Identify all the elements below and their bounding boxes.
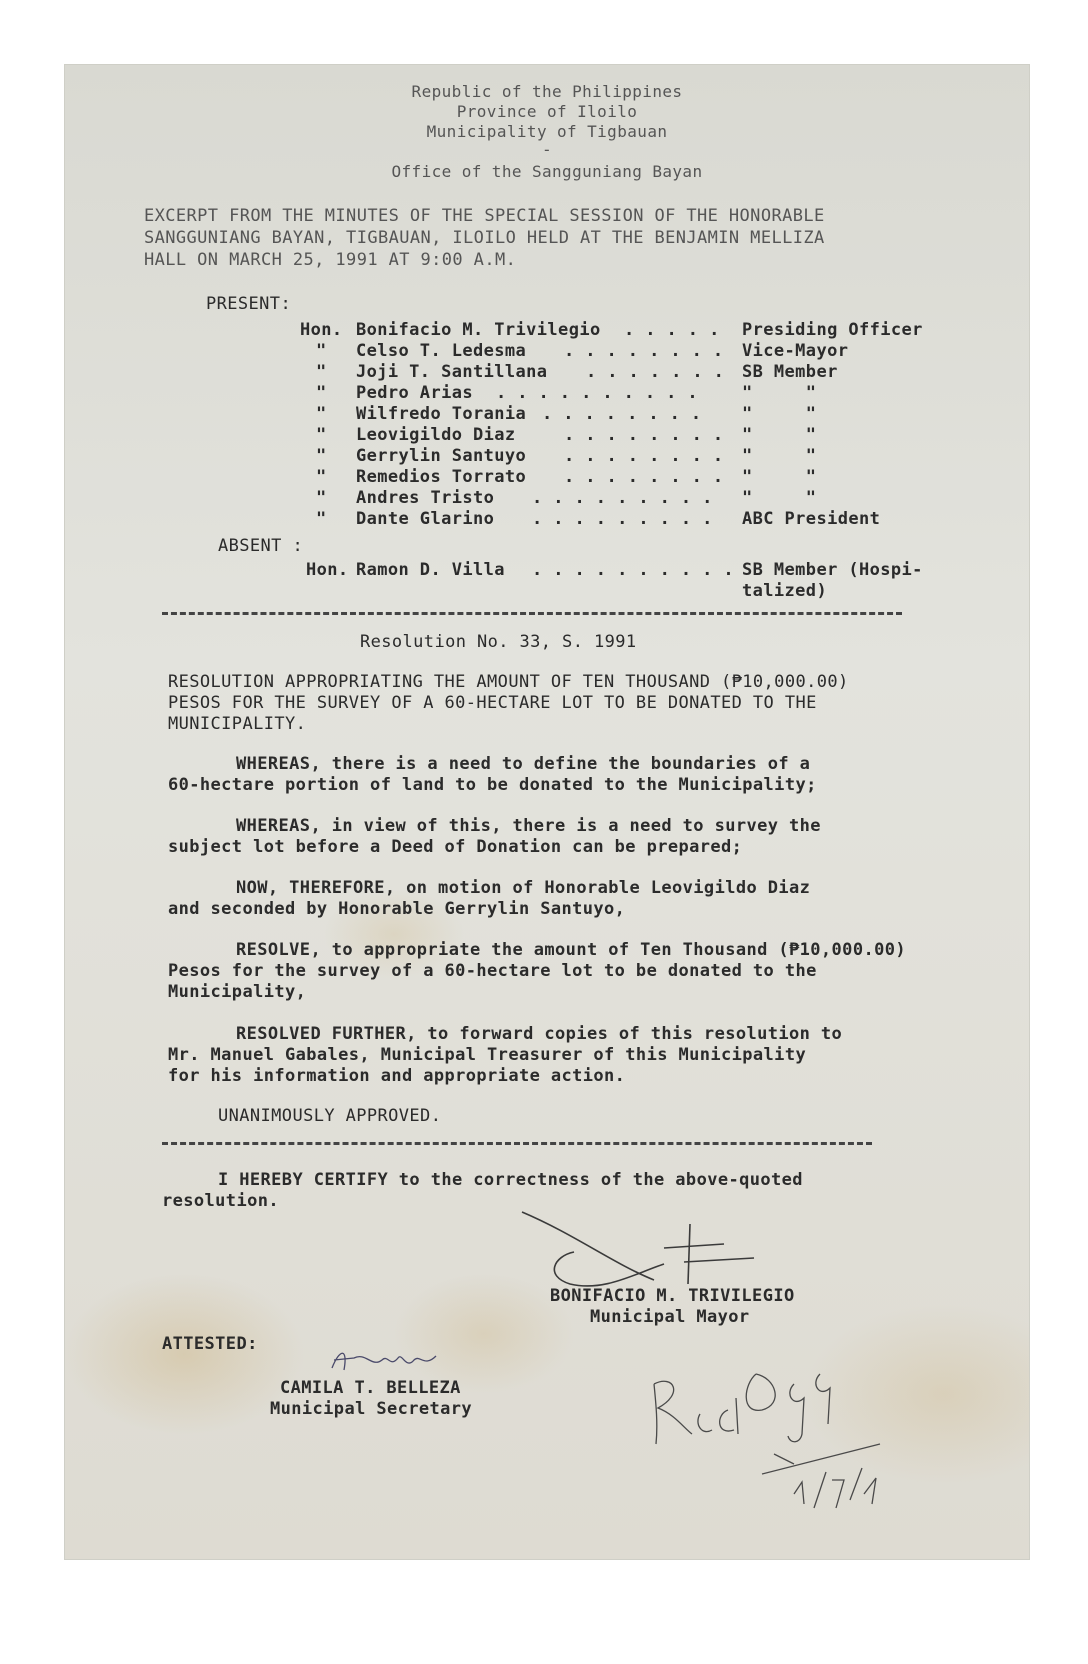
header-municipality: Municipality of Tigbauan: [426, 122, 668, 141]
present-label: PRESENT:: [206, 294, 292, 314]
attendee-prefix: ": [316, 362, 327, 382]
header-separator: -: [541, 140, 553, 159]
attendee-name: Joji T. Santillana: [356, 362, 548, 382]
attendee-role: " ": [742, 425, 817, 445]
attendee-prefix: ": [316, 509, 327, 529]
attendee-name: Wilfredo Torania: [356, 404, 527, 424]
attendee-role: " ": [742, 383, 817, 403]
attendee-role: " ": [742, 488, 817, 508]
attendee-name: Celso T. Ledesma: [356, 341, 527, 361]
absent-label: ABSENT :: [218, 536, 304, 556]
resolve-line-1: RESOLVE, to appropriate the amount of Ten Thousand (₱10,000.00): [236, 940, 906, 960]
absent-name: Ramon D. Villa: [356, 560, 505, 580]
section-divider: [162, 612, 902, 615]
attendee-dots: . . . . . . . .: [564, 425, 724, 445]
attendee-name: Bonifacio M. Trivilegio: [356, 320, 601, 340]
attendee-dots: . . . . . . . . .: [532, 488, 713, 508]
attendee-prefix: ": [316, 383, 327, 403]
absent-role-continued: talized): [742, 581, 828, 601]
certification-line-1: I HEREBY CERTIFY to the correctness of the above-quoted: [218, 1170, 803, 1190]
attendee-name: Andres Tristo: [356, 488, 495, 508]
section-divider: [162, 1142, 872, 1145]
attendee-dots: . . . . . . .: [586, 362, 725, 382]
attendee-dots: . . . . . . . . .: [532, 509, 713, 529]
attendee-role: Presiding Officer: [742, 320, 923, 340]
attendee-name: Leovigildo Diaz: [356, 425, 516, 445]
attendee-name: Gerrylin Santuyo: [356, 446, 527, 466]
attendee-prefix: ": [316, 446, 327, 466]
resolved-further-line-2: Mr. Manuel Gabales, Municipal Treasurer of this Municipality: [168, 1045, 807, 1065]
attendee-dots: . . . . .: [624, 320, 720, 340]
attendee-prefix: ": [316, 467, 327, 487]
attendee-prefix: Hon.: [300, 320, 343, 340]
attendee-dots: . . . . . . . .: [564, 446, 724, 466]
absent-role: SB Member (Hospi-: [742, 560, 923, 580]
resolve-line-2: Pesos for the survey of a 60-hectare lot to be donated to the: [168, 961, 817, 981]
attendee-dots: . . . . . . . .: [542, 404, 702, 424]
resolved-further-line-1: RESOLVED FURTHER, to forward copies of this resolution to: [236, 1024, 843, 1044]
absent-prefix: Hon.: [306, 560, 349, 580]
unanimously-approved: UNANIMOUSLY APPROVED.: [218, 1106, 442, 1126]
header-province: Province of Iloilo: [456, 102, 638, 121]
attendee-prefix: ": [316, 404, 327, 424]
whereas-2-line-2: subject lot before a Deed of Donation can be prepared;: [168, 837, 743, 857]
attendee-prefix: ": [316, 425, 327, 445]
whereas-1-line-2: 60-hectare portion of land to be donated to the Municipality;: [168, 775, 817, 795]
resolution-title-line-3: MUNICIPALITY.: [168, 714, 307, 734]
received-handwritten-note: [644, 1344, 894, 1524]
header-office: Office of the Sangguniang Bayan: [391, 162, 703, 181]
whereas-2-line-1: WHEREAS, in view of this, there is a need to survey the: [236, 816, 821, 836]
resolution-title-line-2: PESOS FOR THE SURVEY OF A 60-HECTARE LOT TO BE DONATED TO THE: [168, 693, 817, 713]
resolution-title-line-1: RESOLUTION APPROPRIATING THE AMOUNT OF TEN THOUSAND (₱10,000.00): [168, 672, 849, 692]
resolution-number: Resolution No. 33, S. 1991: [360, 632, 637, 652]
excerpt-line-2: SANGGUNIANG BAYAN, TIGBAUAN, ILOILO HELD AT THE BENJAMIN MELLIZA: [144, 228, 825, 248]
secretary-signature: [326, 1342, 446, 1378]
signatory-title: Municipal Mayor: [590, 1307, 750, 1327]
now-therefore-line-1: NOW, THEREFORE, on motion of Honorable Leovigildo Diaz: [236, 878, 811, 898]
signatory-name: BONIFACIO M. TRIVILEGIO: [550, 1286, 795, 1306]
attendee-role: " ": [742, 446, 817, 466]
absent-dots: . . . . . . . . . .: [532, 560, 735, 580]
attester-name: CAMILA T. BELLEZA: [280, 1378, 461, 1398]
attester-title: Municipal Secretary: [270, 1399, 473, 1419]
now-therefore-line-2: and seconded by Honorable Gerrylin Santuyo,: [168, 899, 626, 919]
attendee-dots: . . . . . . . .: [564, 467, 724, 487]
attendee-role: Vice-Mayor: [742, 341, 849, 361]
document-page: [64, 64, 1030, 1560]
attendee-name: Pedro Arias: [356, 383, 473, 403]
excerpt-line-1: EXCERPT FROM THE MINUTES OF THE SPECIAL SESSION OF THE HONORABLE: [144, 206, 825, 226]
attendee-name: Remedios Torrato: [356, 467, 527, 487]
attendee-name: Dante Glarino: [356, 509, 495, 529]
excerpt-line-3: HALL ON MARCH 25, 1991 AT 9:00 A.M.: [144, 250, 517, 270]
attendee-role: SB Member: [742, 362, 838, 382]
attendee-role: " ": [742, 404, 817, 424]
attendee-prefix: ": [316, 341, 327, 361]
header-republic: Republic of the Philippines: [411, 82, 683, 101]
attendee-dots: . . . . . . . . . .: [496, 383, 699, 403]
whereas-1-line-1: WHEREAS, there is a need to define the boundaries of a: [236, 754, 811, 774]
resolve-line-3: Municipality,: [168, 982, 307, 1002]
attendee-role: " ": [742, 467, 817, 487]
attendee-prefix: ": [316, 488, 327, 508]
attested-label: ATTESTED:: [162, 1334, 258, 1354]
attendee-dots: . . . . . . . .: [564, 341, 724, 361]
resolved-further-line-3: for his information and appropriate action.: [168, 1066, 626, 1086]
attendee-role: ABC President: [742, 509, 881, 529]
certification-line-2: resolution.: [162, 1191, 279, 1211]
